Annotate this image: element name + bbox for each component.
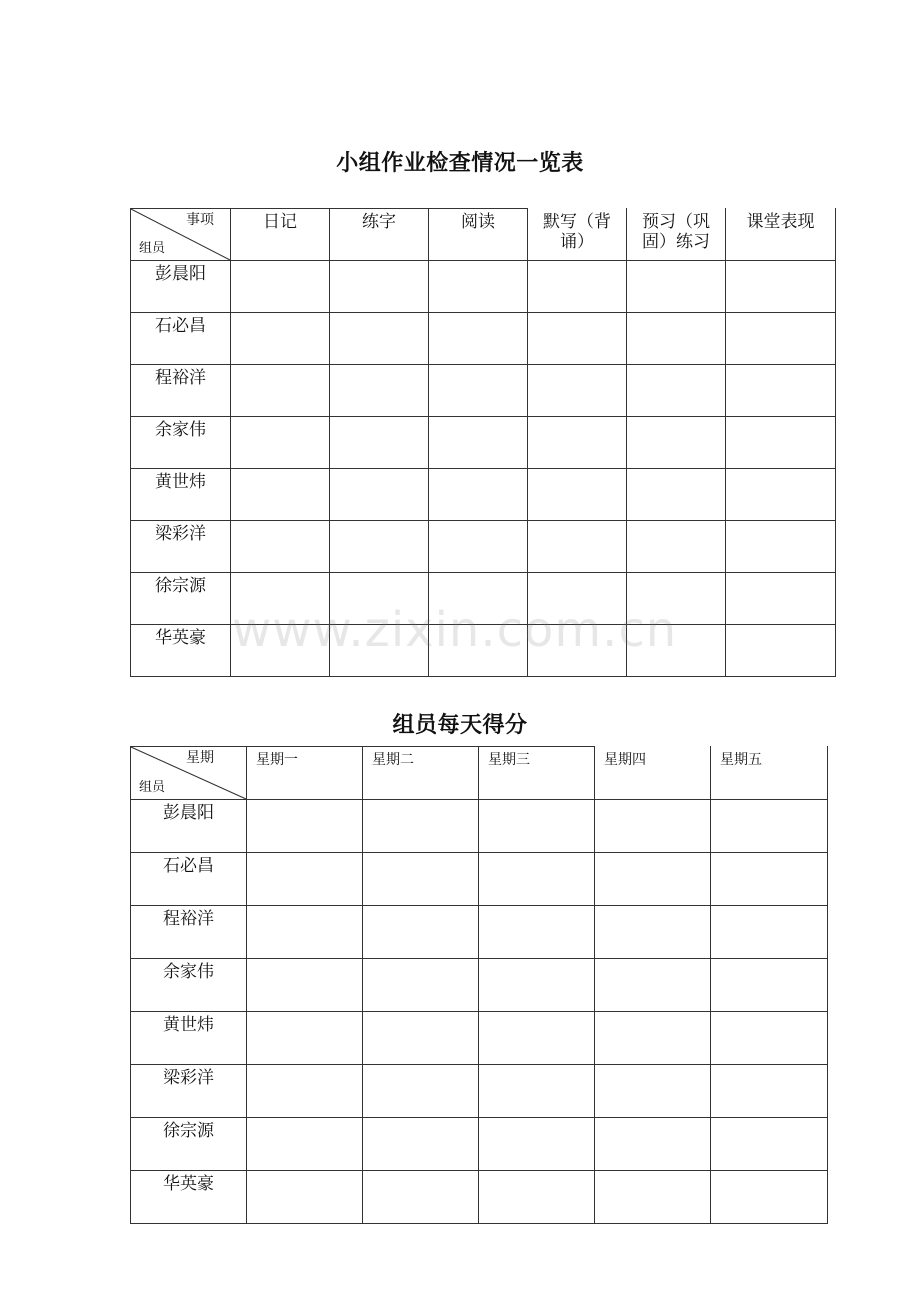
- score-cell[interactable]: [726, 313, 836, 365]
- member-name-cell: 程裕洋: [131, 906, 247, 959]
- score-cell[interactable]: [330, 313, 429, 365]
- score-cell[interactable]: [231, 625, 330, 677]
- score-cell[interactable]: [330, 521, 429, 573]
- score-cell[interactable]: [231, 417, 330, 469]
- score-cell[interactable]: [247, 1065, 363, 1118]
- score-cell[interactable]: [726, 261, 836, 313]
- watermark: www.zixin.com.cn: [232, 602, 678, 658]
- score-cell[interactable]: [247, 1012, 363, 1065]
- column-header: 阅读: [429, 209, 528, 261]
- table-row: [131, 313, 836, 365]
- score-cell[interactable]: [429, 573, 528, 625]
- daily-score-table: [130, 746, 828, 1224]
- score-cell[interactable]: [479, 959, 595, 1012]
- column-header: 默写（背诵）: [528, 209, 627, 261]
- score-cell[interactable]: [595, 1118, 711, 1171]
- score-cell[interactable]: [711, 800, 828, 853]
- score-cell[interactable]: [231, 313, 330, 365]
- member-name-cell: 彭晨阳: [131, 800, 247, 853]
- score-cell[interactable]: [247, 1171, 363, 1224]
- score-cell[interactable]: [711, 1012, 828, 1065]
- score-cell[interactable]: [231, 365, 330, 417]
- score-cell[interactable]: [231, 469, 330, 521]
- score-cell[interactable]: [479, 906, 595, 959]
- score-cell[interactable]: [726, 417, 836, 469]
- score-cell[interactable]: [429, 417, 528, 469]
- score-cell[interactable]: [363, 959, 479, 1012]
- score-cell[interactable]: [528, 261, 627, 313]
- score-cell[interactable]: [627, 625, 726, 677]
- score-cell[interactable]: [231, 573, 330, 625]
- table-row: [131, 469, 836, 521]
- score-cell[interactable]: [711, 906, 828, 959]
- member-name-cell: 梁彩洋: [131, 521, 231, 573]
- score-cell[interactable]: [363, 1065, 479, 1118]
- score-cell[interactable]: [528, 313, 627, 365]
- member-name-cell: 华英豪: [131, 625, 231, 677]
- score-cell[interactable]: [330, 573, 429, 625]
- score-cell[interactable]: [363, 853, 479, 906]
- column-header: 预习（巩固）练习: [627, 209, 726, 261]
- score-cell[interactable]: [595, 800, 711, 853]
- score-cell[interactable]: [627, 417, 726, 469]
- score-cell[interactable]: [429, 365, 528, 417]
- score-cell[interactable]: [711, 959, 828, 1012]
- table1-title: 小组作业检查情况一览表: [336, 150, 584, 176]
- score-cell[interactable]: [595, 1171, 711, 1224]
- score-cell[interactable]: [363, 1118, 479, 1171]
- score-cell[interactable]: [528, 417, 627, 469]
- table-row: [131, 906, 828, 959]
- member-name-cell: 程裕洋: [131, 365, 231, 417]
- table-row: [131, 1171, 828, 1224]
- member-name-cell: 徐宗源: [131, 573, 231, 625]
- column-header: 课堂表现: [726, 209, 836, 261]
- score-cell[interactable]: [330, 625, 429, 677]
- corner-cell: [131, 747, 247, 800]
- score-cell[interactable]: [711, 1171, 828, 1224]
- score-cell[interactable]: [528, 521, 627, 573]
- score-cell[interactable]: [595, 853, 711, 906]
- table2-title: 组员每天得分: [392, 712, 528, 738]
- score-cell[interactable]: [363, 906, 479, 959]
- score-cell[interactable]: [429, 313, 528, 365]
- score-cell[interactable]: [711, 1065, 828, 1118]
- score-cell[interactable]: [479, 1065, 595, 1118]
- score-cell[interactable]: [247, 1118, 363, 1171]
- score-cell[interactable]: [627, 573, 726, 625]
- score-cell[interactable]: [528, 469, 627, 521]
- score-cell[interactable]: [363, 800, 479, 853]
- score-cell[interactable]: [595, 1012, 711, 1065]
- corner-bottom-label: 组员: [139, 241, 166, 256]
- score-cell[interactable]: [726, 573, 836, 625]
- member-name-cell: 黄世炜: [131, 1012, 247, 1065]
- score-cell[interactable]: [363, 1012, 479, 1065]
- table-row: [131, 1012, 828, 1065]
- corner-top-label: 星期: [186, 750, 214, 766]
- column-header: 练字: [330, 209, 429, 261]
- score-cell[interactable]: [479, 1171, 595, 1224]
- score-cell[interactable]: [595, 1065, 711, 1118]
- column-header: 星期四: [595, 747, 711, 800]
- score-cell[interactable]: [627, 313, 726, 365]
- score-cell[interactable]: [479, 1118, 595, 1171]
- score-cell[interactable]: [479, 800, 595, 853]
- score-cell[interactable]: [247, 853, 363, 906]
- table-header-row: [131, 209, 836, 261]
- score-cell[interactable]: [528, 625, 627, 677]
- corner-cell: [131, 209, 231, 261]
- table-row: [131, 800, 828, 853]
- score-cell[interactable]: [330, 417, 429, 469]
- column-header: 星期一: [247, 747, 363, 800]
- column-header: 星期二: [363, 747, 479, 800]
- score-cell[interactable]: [247, 906, 363, 959]
- score-cell[interactable]: [247, 800, 363, 853]
- table-row: [131, 1118, 828, 1171]
- score-cell[interactable]: [711, 1118, 828, 1171]
- score-cell[interactable]: [528, 573, 627, 625]
- score-cell[interactable]: [726, 469, 836, 521]
- corner-top-label: 事项: [186, 212, 214, 228]
- table-header-row: [131, 747, 828, 800]
- score-cell[interactable]: [479, 1012, 595, 1065]
- score-cell[interactable]: [528, 365, 627, 417]
- corner-bottom-label: 组员: [139, 780, 166, 795]
- score-cell[interactable]: [363, 1171, 479, 1224]
- member-name-cell: 石必昌: [131, 853, 247, 906]
- table-row: [131, 365, 836, 417]
- score-cell[interactable]: [479, 853, 595, 906]
- score-cell[interactable]: [330, 365, 429, 417]
- member-name-cell: 梁彩洋: [131, 1065, 247, 1118]
- score-cell[interactable]: [429, 521, 528, 573]
- score-cell[interactable]: [726, 521, 836, 573]
- member-name-cell: 黄世炜: [131, 469, 231, 521]
- score-cell[interactable]: [627, 469, 726, 521]
- table-row: [131, 959, 828, 1012]
- table-row: [131, 573, 836, 625]
- score-cell[interactable]: [711, 853, 828, 906]
- column-header: 日记: [231, 209, 330, 261]
- score-cell[interactable]: [627, 365, 726, 417]
- score-cell[interactable]: [627, 261, 726, 313]
- score-cell[interactable]: [247, 959, 363, 1012]
- score-cell[interactable]: [231, 521, 330, 573]
- column-header: 星期五: [711, 747, 828, 800]
- column-header: 星期三: [479, 747, 595, 800]
- score-cell[interactable]: [429, 625, 528, 677]
- score-cell[interactable]: [330, 261, 429, 313]
- member-name-cell: 华英豪: [131, 1171, 247, 1224]
- homework-check-table: [130, 208, 836, 677]
- table-row: [131, 417, 836, 469]
- score-cell[interactable]: [429, 261, 528, 313]
- table-row: [131, 625, 836, 677]
- score-cell[interactable]: [330, 469, 429, 521]
- member-name-cell: 石必昌: [131, 313, 231, 365]
- member-name-cell: 余家伟: [131, 959, 247, 1012]
- score-cell[interactable]: [726, 625, 836, 677]
- score-cell[interactable]: [627, 521, 726, 573]
- table-row: [131, 521, 836, 573]
- score-cell[interactable]: [429, 469, 528, 521]
- table-row: [131, 853, 828, 906]
- score-cell[interactable]: [595, 959, 711, 1012]
- score-cell[interactable]: [726, 365, 836, 417]
- table-row: [131, 261, 836, 313]
- score-cell[interactable]: [231, 261, 330, 313]
- table-row: [131, 1065, 828, 1118]
- member-name-cell: 余家伟: [131, 417, 231, 469]
- score-cell[interactable]: [595, 906, 711, 959]
- member-name-cell: 徐宗源: [131, 1118, 247, 1171]
- member-name-cell: 彭晨阳: [131, 261, 231, 313]
